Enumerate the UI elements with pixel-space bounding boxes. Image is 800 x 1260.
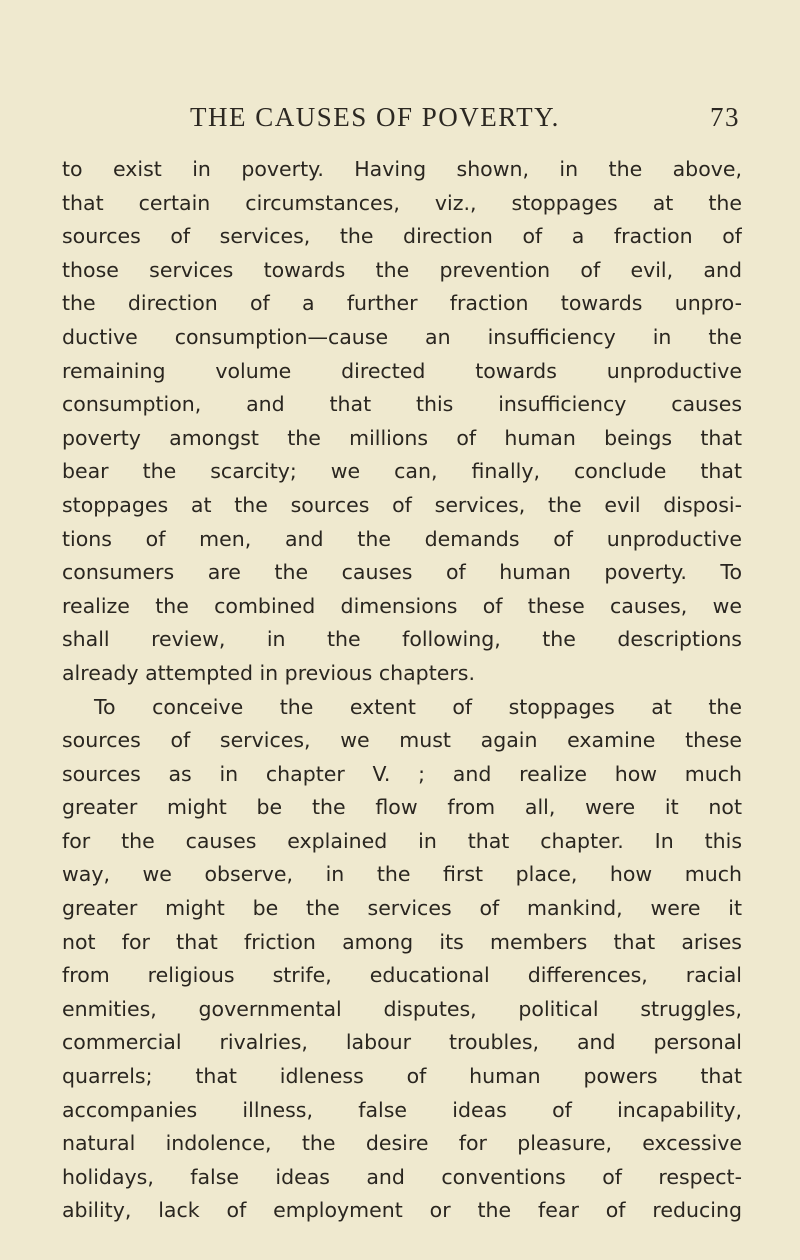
text-line: bear the scarcity; we can, finally, conclude that [62, 459, 742, 484]
text-line: way, we observe, in the first place, how much [62, 862, 742, 887]
text-line: realize the combined dimensions of these causes, we [62, 593, 742, 618]
text-line: consumers are the causes of human poverty. To [62, 560, 742, 585]
text-line: the direction of a further fraction towards unpro- [62, 291, 742, 316]
text-line: ability, lack of employment or the fear of reducing [62, 1198, 742, 1223]
paragraph-start-line: To conceive the extent of stoppages at the [94, 694, 742, 719]
text-line: shall review, in the following, the descriptions [62, 627, 742, 652]
text-line: sources of services, the direction of a fraction of [62, 224, 742, 249]
paragraph-end-line: already attempted in previous chapters. [62, 660, 475, 685]
text-line: ductive consumption—cause an insufficiency in the [62, 324, 742, 349]
text-line: greater might be the flow from all, were it not [62, 795, 742, 820]
text-line: for the causes explained in that chapter. In this [62, 828, 742, 853]
text-line: that certain circumstances, viz., stoppages at the [62, 190, 742, 215]
text-line: greater might be the services of mankind, were it [62, 896, 742, 921]
text-line: natural indolence, the desire for pleasure, excessive [62, 1131, 742, 1156]
text-line: those services towards the prevention of evil, and [62, 257, 742, 282]
text-line: holidays, false ideas and conventions of respect- [62, 1164, 742, 1189]
text-line: enmities, governmental disputes, political struggles, [62, 996, 742, 1021]
text-line: accompanies illness, false ideas of incapability, [62, 1097, 742, 1122]
text-line: tions of men, and the demands of unproductive [62, 526, 742, 551]
running-head [160, 102, 740, 142]
text-line: quarrels; that idleness of human powers that [62, 1064, 742, 1089]
text-line: sources as in chapter V. ; and realize how much [62, 761, 742, 786]
text-line: from religious strife, educational differences, racial [62, 963, 742, 988]
text-line: remaining volume directed towards unproductive [62, 358, 742, 383]
text-line: sources of services, we must again examine these [62, 728, 742, 753]
text-line: to exist in poverty. Having shown, in the above, [62, 157, 742, 181]
text-line: commercial rivalries, labour troubles, and personal [62, 1030, 742, 1055]
running-title: THE CAUSES OF POVERTY. [190, 102, 560, 132]
text-line: consumption, and that this insufficiency causes [62, 392, 742, 417]
page-number: 73 [710, 102, 740, 132]
body-text [62, 153, 742, 1228]
text-line: stoppages at the sources of services, the evil disposi- [62, 492, 742, 517]
text-line: not for that friction among its members that arises [62, 929, 742, 954]
text-line: poverty amongst the millions of human beings that [62, 425, 742, 450]
